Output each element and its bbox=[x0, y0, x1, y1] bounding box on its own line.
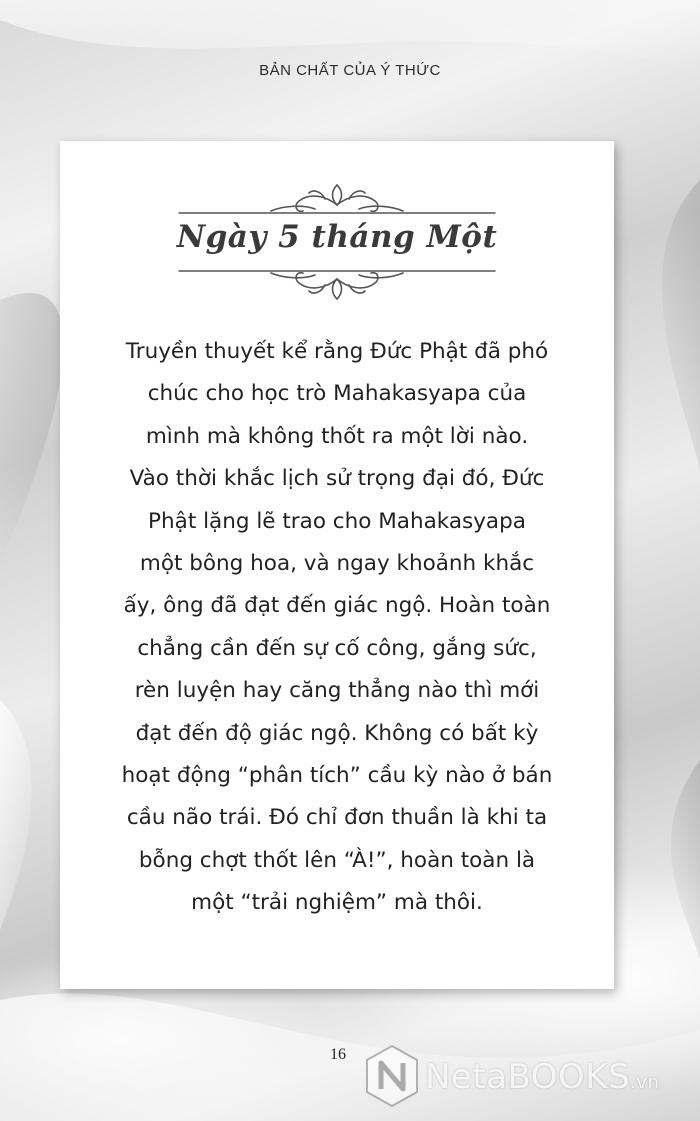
body-line: mình mà không thốt ra một lời nào. bbox=[145, 423, 529, 449]
page-card bbox=[60, 141, 614, 989]
watermark-brand: NetaBOOKS bbox=[425, 1057, 631, 1097]
body-line: bỗng chợt thốt lên “À!”, hoàn toàn là bbox=[138, 847, 536, 873]
body-line: hoạt động “phân tích” cầu kỳ nào ở bán bbox=[121, 763, 553, 789]
page-number: 16 bbox=[330, 1046, 346, 1063]
body-line: Phật lặng lẽ trao cho Mahakasyapa bbox=[148, 508, 526, 534]
body-line: một bông hoa, và ngay khoảnh khắc bbox=[139, 551, 535, 577]
watermark-text bbox=[425, 1057, 659, 1097]
running-head: BẢN CHẤT CỦA Ý THỨC bbox=[259, 62, 441, 79]
body-line: chúc cho học trò Mahakasyapa của bbox=[147, 381, 527, 407]
body-line: chẳng cần đến sự cố công, gắng sức, bbox=[137, 635, 537, 661]
body-line: rèn luyện hay căng thẳng nào thì mới bbox=[134, 678, 540, 704]
body-line: Truyền thuyết kể rằng Đức Phật đã phó bbox=[125, 339, 549, 364]
netabooks-logo-icon bbox=[363, 1043, 421, 1109]
entry-title: Ngày 5 tháng Một bbox=[176, 219, 498, 255]
body-line: đạt đến độ giác ngộ. Không có bất kỳ bbox=[135, 720, 539, 746]
body-line: một “trải nghiệm” mà thôi. bbox=[191, 890, 483, 916]
body-line: ấy, ông đã đạt đến giác ngộ. Hoàn toàn bbox=[123, 593, 551, 619]
watermark-suffix: .vn bbox=[630, 1072, 660, 1093]
netabooks-watermark bbox=[363, 1043, 693, 1111]
body-line: Vào thời khắc lịch sử trọng đại đó, Đức bbox=[129, 466, 545, 492]
body-line: cầu não trái. Đó chỉ đơn thuần là khi ta bbox=[126, 805, 548, 831]
entry-body bbox=[80, 331, 594, 925]
